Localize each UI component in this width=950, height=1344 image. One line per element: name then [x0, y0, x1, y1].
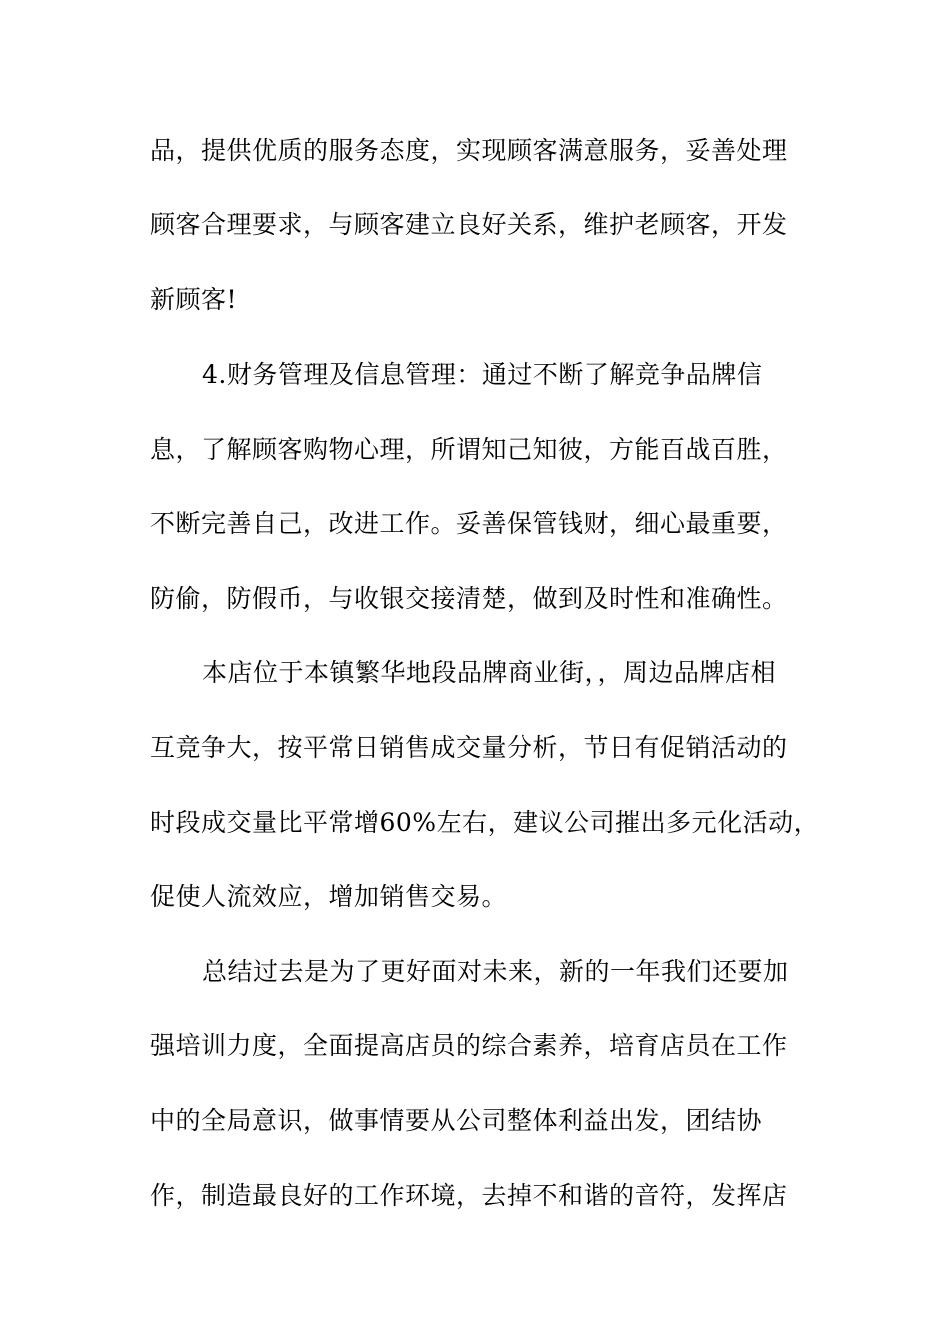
text-line: 息，了解顾客购物心理，所谓知己知彼，方能百战百胜， — [150, 435, 788, 464]
text-line: 作，制造最良好的工作环境，去掉不和谐的音符，发挥店 — [150, 1181, 788, 1210]
text-line: 品，提供优质的服务态度，实现顾客满意服务，妥善处理 — [150, 136, 788, 165]
paragraph-start-line: 总结过去是为了更好面对未来，新的一年我们还要加 — [202, 957, 789, 986]
paragraph-start-line: 4.财务管理及信息管理：通过不断了解竞争品牌信 — [202, 360, 763, 389]
text-line: 顾客合理要求，与顾客建立良好关系，维护老顾客，开发 — [150, 210, 788, 239]
paragraph-start-line: 本店位于本镇繁华地段品牌商业街，，周边品牌店相 — [202, 658, 777, 687]
text-line: 中的全局意识，做事情要从公司整体利益出发，团结协 — [150, 1106, 763, 1135]
text-line: 互竞争大，按平常日销售成交量分析，节日有促销活动的 — [150, 733, 788, 762]
text-line: 防偷，防假币，与收银交接清楚，做到及时性和准确性。 — [150, 584, 788, 613]
text-line: 时段成交量比平常增60%左右，建议公司摧出多元化活动， — [150, 808, 820, 837]
text-line: 促使人流效应，增加销售交易。 — [150, 882, 508, 911]
text-line: 新顾客! — [150, 285, 238, 314]
text-line: 不断完善自己，改进工作。妥善保管钱财，细心最重要， — [150, 509, 788, 538]
text-line: 强培训力度，全面提高店员的综合素养，培育店员在工作 — [150, 1031, 788, 1060]
